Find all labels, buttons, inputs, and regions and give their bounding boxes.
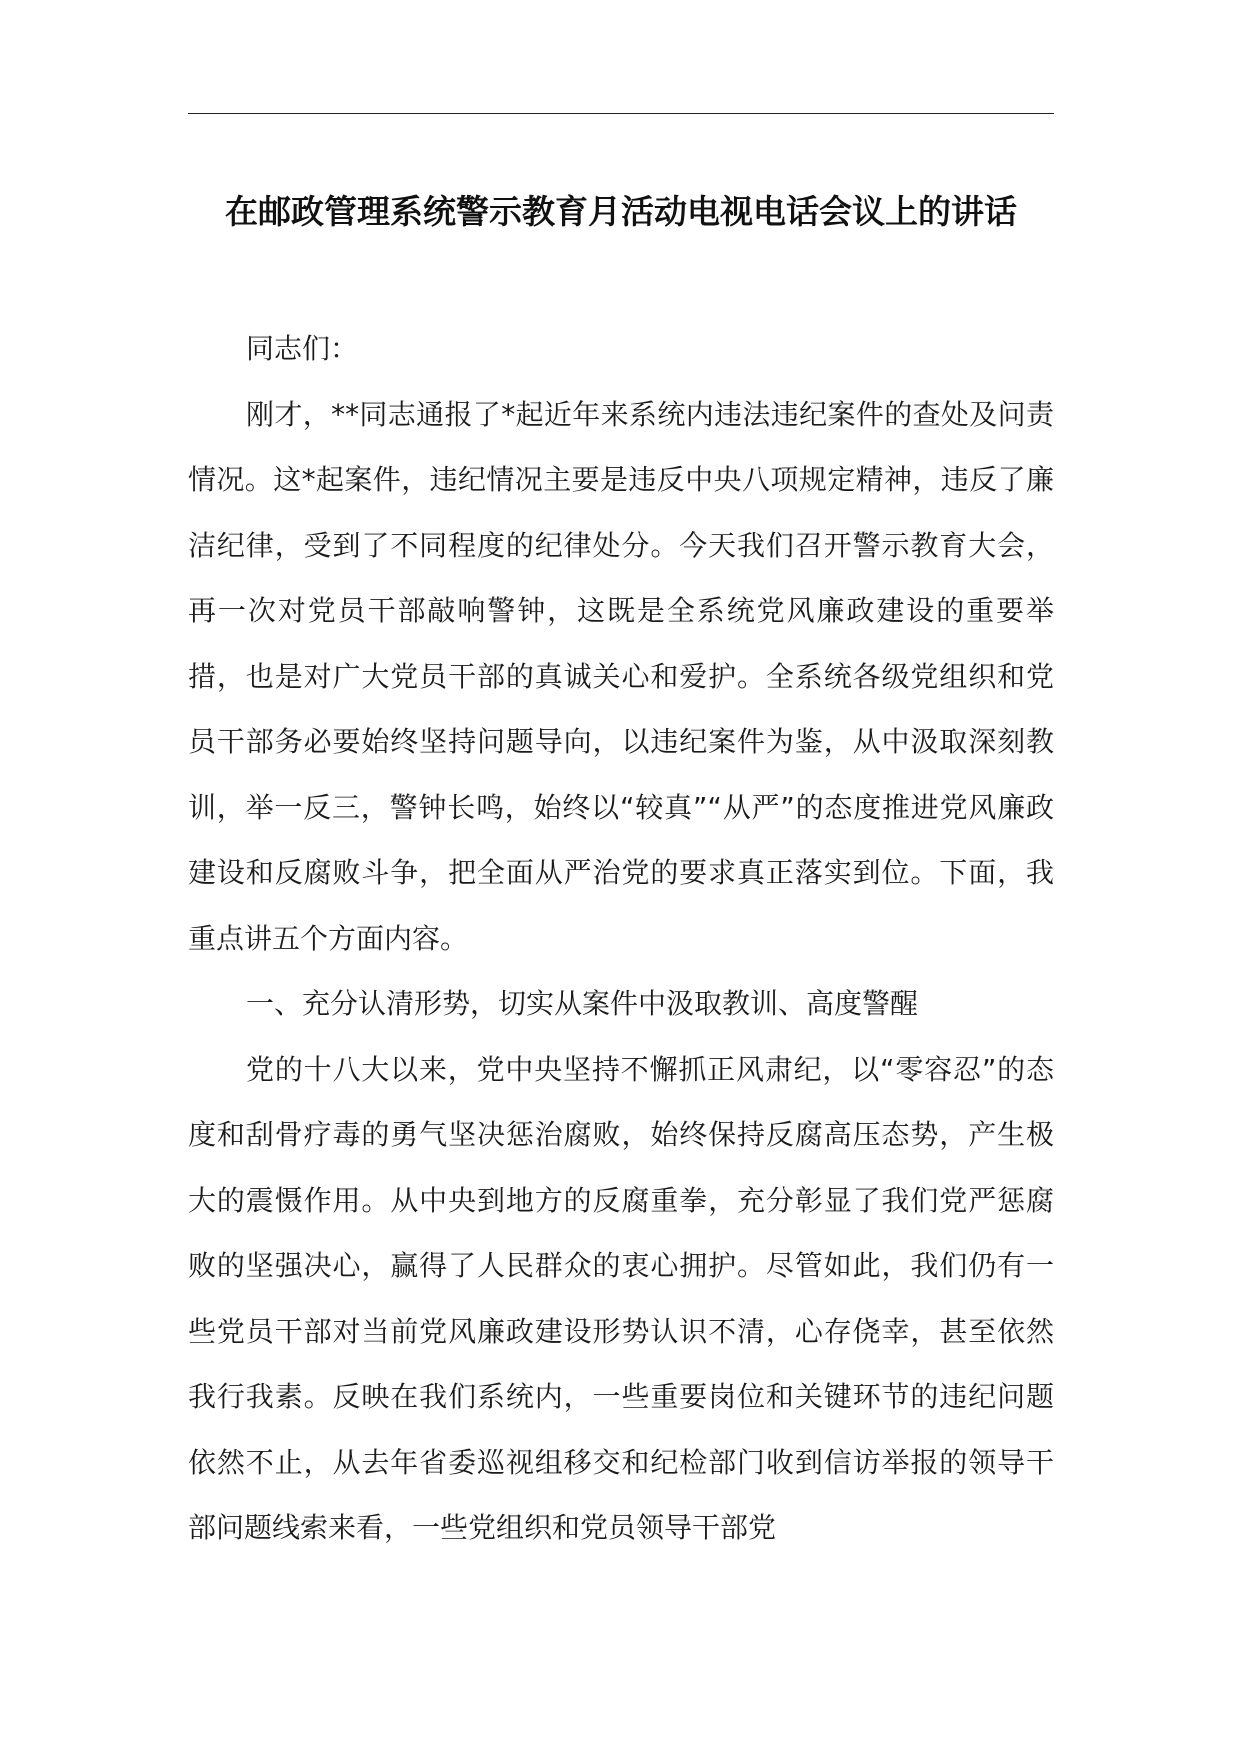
paragraph-intro: 刚才，**同志通报了*起近年来系统内违法违纪案件的查处及问责情况。这*起案件，违纪情况主要是违反中央八项规定精神，违反了廉洁纪律，受到了不同程度的纪律处分。今天我们召开警示教育大会，再一次对党员干部敲响警钟，这既是全系统党风廉政建设的重要举措，也是对广大党员干部的真诚关心和爱护。全系统各级党组织和党员干部务必要始终坚持问题导向，以违纪案件为鉴，从中汲取深刻教训，举一反三，警钟长鸣，始终以“较真”“从严”的态度推进党风廉政建设和反腐败斗争，把全面从严治党的要求真正落实到位。下面，我重点讲五个方面内容。 xyxy=(188,397,1054,955)
document-body xyxy=(188,316,1054,1561)
document-title: 在邮政管理系统警示教育月活动电视电话会议上的讲话 xyxy=(225,192,1017,231)
header-rule xyxy=(188,113,1054,114)
greeting: 同志们： xyxy=(246,332,359,365)
section-heading-1: 一、充分认清形势，切实从案件中汲取教训、高度警醒 xyxy=(246,987,919,1020)
paragraph-section-1: 党的十八大以来，党中央坚持不懈抓正风肃纪，以“零容忍”的态度和刮骨疗毒的勇气坚决惩治腐败，始终保持反腐高压态势，产生极大的震慑作用。从中央到地方的反腐重拳，充分彰显了我们党严惩腐败的坚强决心，赢得了人民群众的衷心拥护。尽管如此，我们仍有一些党员干部对当前党风廉政建设形势认识不清，心存侥幸，甚至依然我行我素。反映在我们系统内，一些重要岗位和关键环节的违纪问题依然不止，从去年省委巡视组移交和纪检部门收到信访举报的领导干部问题线索来看，一些党组织和党员领导干部党 xyxy=(188,1052,1054,1544)
